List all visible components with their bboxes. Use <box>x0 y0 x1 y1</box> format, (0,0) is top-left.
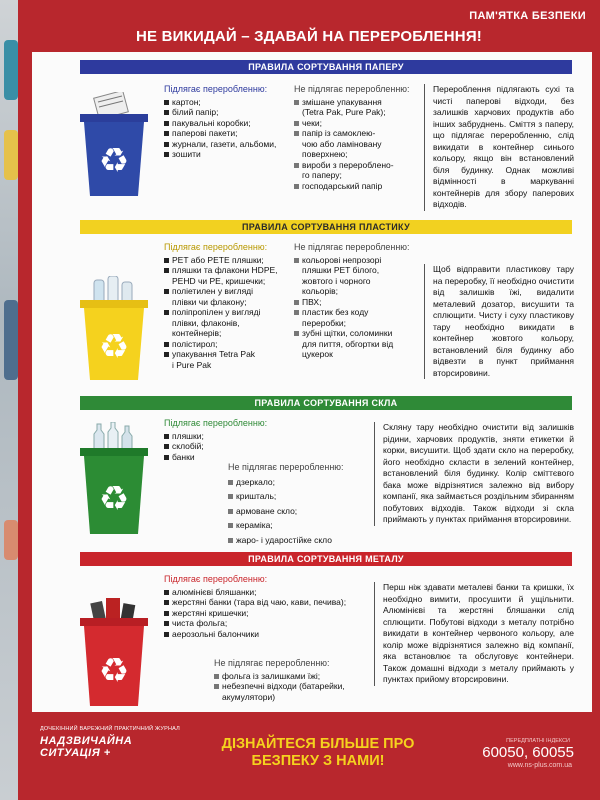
list-item: склобій; <box>164 441 284 452</box>
list-item: пластик без коду <box>294 307 416 318</box>
section-metal <box>32 552 592 712</box>
list-item: пляшки та флакони HDPE, <box>164 265 292 276</box>
accepted-title: Підлягає переробленню: <box>164 242 268 252</box>
metal-accepted-list <box>164 574 364 639</box>
list-item-continuation: плівки чи флакону; <box>172 296 247 307</box>
list-item-continuation: акумулятори) <box>222 691 276 702</box>
section-title-bar: ПРАВИЛА СОРТУВАННЯ СКЛА <box>80 396 572 410</box>
paper-rejected-list <box>294 84 414 191</box>
list-item: упакування Tetra Pak <box>164 349 292 360</box>
section-title-bar: ПРАВИЛА СОРТУВАННЯ ПЛАСТИКУ <box>80 220 572 234</box>
list-item: змішане упакування <box>294 97 414 108</box>
list-item: кришталь; <box>228 491 368 502</box>
list-item: жерстяні кришечки; <box>164 608 364 619</box>
svg-text:♻: ♻ <box>98 327 130 367</box>
list-item: білий папір; <box>164 107 294 118</box>
accepted-title: Підлягає переробленню: <box>164 418 268 428</box>
background-decoration <box>4 520 18 560</box>
list-item: господарський папір <box>294 181 414 192</box>
green-bin-icon <box>74 422 154 542</box>
background-decoration <box>4 300 18 380</box>
list-item-continuation: кольорів; <box>302 286 338 296</box>
accepted-title: Підлягає переробленню: <box>164 84 268 94</box>
website-url[interactable]: www.ns-plus.com.ua <box>507 762 572 769</box>
logo-subtitle: ДОЧЕКІННИЙ ВАРЕЖНИЙ ПРАКТИЧНИЙ ЖУРНАЛ <box>40 726 180 732</box>
list-item: чиста фольга; <box>164 618 364 629</box>
magazine-logo <box>40 726 180 759</box>
list-item-continuation: PEHD чи PE, кришечки; <box>172 275 266 286</box>
list-item-continuation: переробки; <box>302 317 346 328</box>
list-item: поліетилен у вигляді <box>164 286 292 297</box>
logo-line-1: НАДЗВИЧАЙНА <box>40 735 133 747</box>
poster-tag: ПАМ'ЯТКА БЕЗПЕКИ <box>469 10 586 22</box>
list-item: алюмінієві бляшанки; <box>164 587 364 598</box>
plastic-description: Щоб відправити пластикову тару на переробку, її необхідно очистити від залишків їжі, видалити металевий дозатор, висушити та сплющити. Чисту і суху пластикову тару необхідно викидати в контейнер жовтого кольору, встановлений біля будинку або відвезти в пункт приймання вторсировини. <box>424 264 574 379</box>
list-item: чеки; <box>294 118 414 129</box>
list-item: фольга із залишками їжі; <box>214 671 364 682</box>
metal-description: Перш ніж здавати металеві банки та кришки, їх необхідно вимити, просушити й ущільнити. Алюмінієві та жерстяні бляшанки слід сплющити. Побутові відходи з металу потрібно викидати в контейнер червоного кольору, але колір може відрізнятися залежно від компанії, яка встановлює та обслуговує контейнери. Також домашні відходи з металу приймають у пунктах прийому вторсировини. <box>374 582 574 686</box>
subscription-label: ПЕРЕДПЛАТНІ ІНДЕКСИ <box>506 738 570 744</box>
list-item: картон; <box>164 97 294 108</box>
paper-description: Перероблення підлягають сухі та чисті паперові відходи, без залишків харчових продуктів або інших забруднень. Сміття з паперу, що підлягає переробленню, слід викидати в контейнер синього кольору, якщо він встановлений біля будинку. Однак можливі відмінності в маркуванні контейнерів для збору паперових відходів. <box>424 84 574 211</box>
list-item: пакувальні коробки; <box>164 118 294 129</box>
yellow-bin-icon <box>74 276 154 386</box>
background-decoration <box>4 40 18 100</box>
section-title-bar: ПРАВИЛА СОРТУВАННЯ МЕТАЛУ <box>80 552 572 566</box>
list-item: банки <box>164 452 284 463</box>
background-decoration <box>4 130 18 180</box>
metal-rejected-list <box>214 658 364 702</box>
list-item: журнали, газети, альбоми, <box>164 139 294 150</box>
rejected-title: Не підлягає переробленню: <box>214 658 330 668</box>
logo-line-2: СИТУАЦІЯ + <box>40 747 111 759</box>
glass-accepted-list <box>164 418 284 462</box>
list-item-continuation: жовтого і чорного <box>302 275 371 286</box>
list-item: дзеркало; <box>228 477 368 488</box>
svg-text:♻: ♻ <box>98 141 130 181</box>
list-item-continuation: чою або ламіновану <box>302 138 382 149</box>
list-item-continuation: го паперу; <box>302 170 342 180</box>
list-item-continuation: і Pure Pak <box>172 359 212 370</box>
list-item: зошити <box>164 149 294 160</box>
section-title-bar: ПРАВИЛА СОРТУВАННЯ ПАПЕРУ <box>80 60 572 74</box>
plastic-rejected-list <box>294 242 416 360</box>
list-item: паперові пакети; <box>164 128 294 139</box>
list-item: поліпропілен у вигляді <box>164 307 292 318</box>
list-item: кераміка; <box>228 520 368 531</box>
list-item: аерозольні балончики <box>164 629 364 640</box>
svg-text:♻: ♻ <box>98 651 130 691</box>
paper-accepted-list <box>164 84 294 160</box>
list-item-continuation: контейнерів; <box>172 328 222 338</box>
rejected-title: Не підлягає переробленню: <box>228 462 344 472</box>
list-item: пляшки; <box>164 431 284 442</box>
list-item: папір із самоклею- <box>294 128 414 139</box>
list-item-continuation: для пиття, обгортки від <box>302 338 394 349</box>
list-item-continuation: пляшки PET білого, <box>302 265 380 275</box>
rejected-title: Не підлягає переробленню: <box>294 242 410 252</box>
list-item: зубні щітки, соломинки <box>294 328 416 339</box>
poster-sheet <box>32 52 592 712</box>
list-item-continuation: (Tetra Pak, Pure Pak); <box>302 107 386 117</box>
blue-bin-icon <box>74 92 154 202</box>
list-item: полістирол; <box>164 339 292 350</box>
glass-rejected-list <box>228 462 368 545</box>
list-item: PET або PETE пляшки; <box>164 255 292 266</box>
poster-headline: НЕ ВИКИДАЙ – ЗДАВАЙ НА ПЕРЕРОБЛЕННЯ! <box>136 28 482 45</box>
list-item: небезпечні відходи (батарейки, <box>214 681 364 692</box>
svg-text:♻: ♻ <box>98 479 130 519</box>
glass-description: Скляну тару необхідно очистити від залишків рідини, харчових продуктів, зняти етикетки й корки, висушити. Щоб здати скло на переробку, його необхідно скласти в зелений контейнер, встановлений біля будинку. Колір сміттєвого бака може відрізнятися залежно від вибору компанії, яка займається роздільним збиранням побутових відходів. Також відходи зі скла приймають у пунктах приймання вторсировини. <box>374 422 574 526</box>
list-item: жаро- і ударостійке скло <box>228 535 368 546</box>
list-item: жерстяні банки (тара від чаю, кави, печива); <box>164 597 364 608</box>
footer-call-to-action: ДІЗНАЙТЕСЯ БІЛЬШЕ ПРО БЕЗПЕКУ З НАМИ! <box>221 736 415 769</box>
accepted-title: Підлягає переробленню: <box>164 574 268 584</box>
poster-page <box>18 0 600 800</box>
list-item: армоване скло; <box>228 506 368 517</box>
red-bin-icon <box>74 596 154 712</box>
section-plastic <box>32 220 592 400</box>
section-glass <box>32 396 592 546</box>
list-item-continuation: поверхнею; <box>302 149 348 159</box>
subscription-indexes: 60050, 60055 <box>482 744 574 761</box>
list-item: кольорові непрозорі <box>294 255 416 266</box>
section-paper <box>32 60 592 240</box>
rejected-title: Не підлягає переробленню: <box>294 84 410 94</box>
list-item: ПВХ; <box>294 297 416 308</box>
list-item-continuation: цукерок <box>302 349 333 359</box>
plastic-accepted-list <box>164 242 292 370</box>
list-item: вироби з перероблено- <box>294 160 414 171</box>
list-item-continuation: плівки, флаконів, <box>172 317 240 328</box>
